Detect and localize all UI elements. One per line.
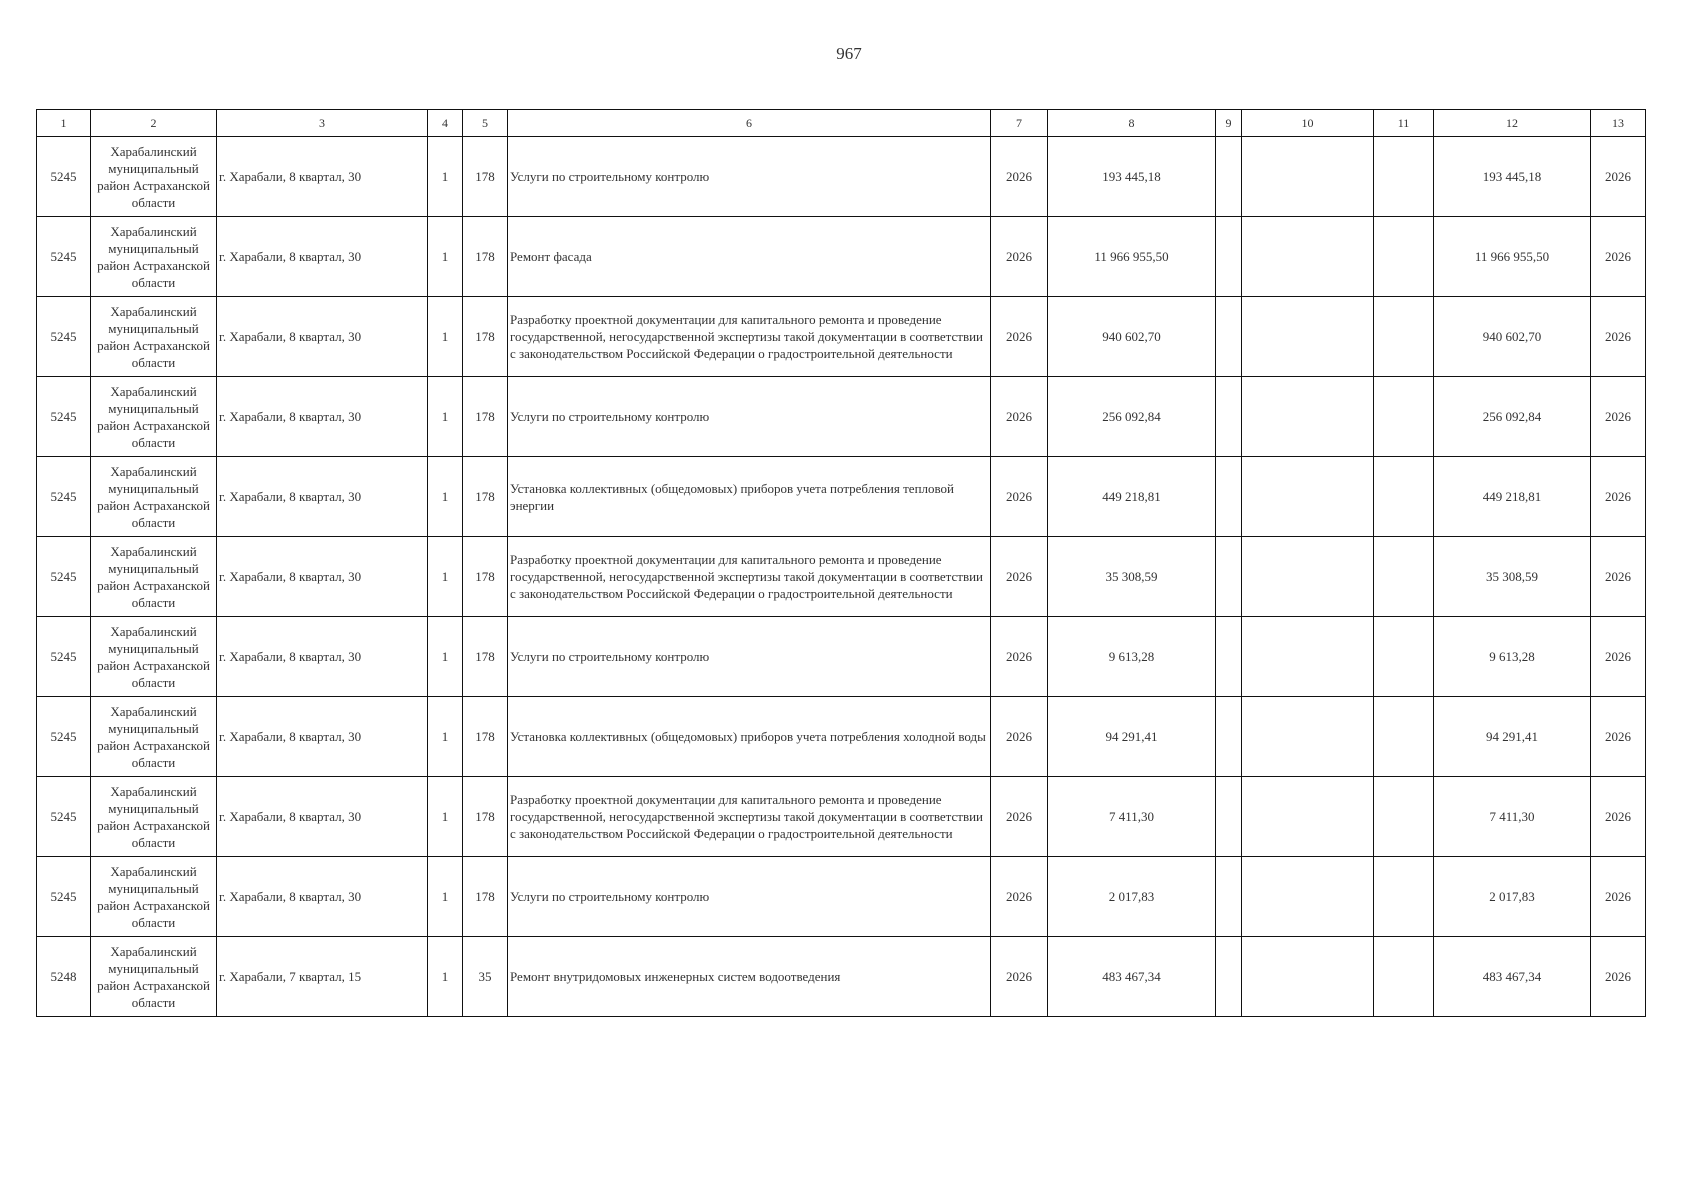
column-header: 6 — [508, 110, 991, 137]
cell-address: г. Харабали, 8 квартал, 30 — [217, 857, 428, 937]
cell-address: г. Харабали, 8 квартал, 30 — [217, 137, 428, 217]
cell-total-cost: 9 613,28 — [1048, 617, 1216, 697]
cell-col5: 178 — [463, 137, 508, 217]
cell-municipality: Харабалинский муниципальный район Астраханской области — [91, 777, 217, 857]
cell-work-description: Разработку проектной документации для капитального ремонта и проведение государственной, негосударственной экспертизы такой документации в соответствии с законодательством Российской Федерации о градостроительной деятельности — [508, 537, 991, 617]
column-header: 7 — [991, 110, 1048, 137]
cell-year: 2026 — [991, 697, 1048, 777]
cell-col5: 178 — [463, 537, 508, 617]
cell-municipality: Харабалинский муниципальный район Астраханской области — [91, 297, 217, 377]
cell-end-year: 2026 — [1591, 457, 1646, 537]
cell-municipality: Харабалинский муниципальный район Астраханской области — [91, 217, 217, 297]
cell-municipality: Харабалинский муниципальный район Астраханской области — [91, 857, 217, 937]
cell-municipality: Харабалинский муниципальный район Астраханской области — [91, 457, 217, 537]
cell-year: 2026 — [991, 617, 1048, 697]
cell-col11 — [1374, 537, 1434, 617]
cell-col11 — [1374, 777, 1434, 857]
cell-total-cost: 256 092,84 — [1048, 377, 1216, 457]
column-header: 1 — [37, 110, 91, 137]
cell-col9 — [1216, 377, 1242, 457]
cell-cost: 35 308,59 — [1434, 537, 1591, 617]
cell-end-year: 2026 — [1591, 937, 1646, 1017]
cell-cost: 256 092,84 — [1434, 377, 1591, 457]
cell-cost: 2 017,83 — [1434, 857, 1591, 937]
cell-end-year: 2026 — [1591, 297, 1646, 377]
cell-col4: 1 — [428, 297, 463, 377]
cell-municipality: Харабалинский муниципальный район Астраханской области — [91, 137, 217, 217]
cell-col9 — [1216, 217, 1242, 297]
cell-total-cost: 35 308,59 — [1048, 537, 1216, 617]
cell-municipality: Харабалинский муниципальный район Астраханской области — [91, 537, 217, 617]
cell-total-cost: 7 411,30 — [1048, 777, 1216, 857]
cell-end-year: 2026 — [1591, 137, 1646, 217]
cell-id: 5248 — [37, 937, 91, 1017]
cell-municipality: Харабалинский муниципальный район Астраханской области — [91, 697, 217, 777]
cell-col10 — [1242, 537, 1374, 617]
cell-col4: 1 — [428, 457, 463, 537]
cell-end-year: 2026 — [1591, 777, 1646, 857]
cell-total-cost: 2 017,83 — [1048, 857, 1216, 937]
cell-address: г. Харабали, 8 квартал, 30 — [217, 297, 428, 377]
cell-col4: 1 — [428, 377, 463, 457]
cell-work-description: Установка коллективных (общедомовых) приборов учета потребления тепловой энергии — [508, 457, 991, 537]
cell-work-description: Услуги по строительному контролю — [508, 857, 991, 937]
cell-col10 — [1242, 777, 1374, 857]
cell-col5: 178 — [463, 297, 508, 377]
cell-end-year: 2026 — [1591, 697, 1646, 777]
column-header: 10 — [1242, 110, 1374, 137]
cell-id: 5245 — [37, 537, 91, 617]
cell-cost: 449 218,81 — [1434, 457, 1591, 537]
cell-id: 5245 — [37, 857, 91, 937]
cell-col9 — [1216, 857, 1242, 937]
cell-col4: 1 — [428, 937, 463, 1017]
cell-col5: 178 — [463, 777, 508, 857]
cell-year: 2026 — [991, 857, 1048, 937]
cell-id: 5245 — [37, 697, 91, 777]
cell-address: г. Харабали, 8 квартал, 30 — [217, 697, 428, 777]
table-row — [37, 297, 1646, 377]
cell-id: 5245 — [37, 617, 91, 697]
cell-total-cost: 11 966 955,50 — [1048, 217, 1216, 297]
table-row — [37, 377, 1646, 457]
cell-col4: 1 — [428, 857, 463, 937]
cell-total-cost: 449 218,81 — [1048, 457, 1216, 537]
data-table — [36, 109, 1646, 1017]
cell-col4: 1 — [428, 777, 463, 857]
table-row — [37, 777, 1646, 857]
table-row — [37, 457, 1646, 537]
cell-cost: 9 613,28 — [1434, 617, 1591, 697]
cell-col10 — [1242, 217, 1374, 297]
cell-col10 — [1242, 297, 1374, 377]
cell-col5: 178 — [463, 857, 508, 937]
cell-end-year: 2026 — [1591, 217, 1646, 297]
cell-end-year: 2026 — [1591, 377, 1646, 457]
page-number: 967 — [836, 44, 862, 63]
cell-id: 5245 — [37, 137, 91, 217]
cell-work-description: Ремонт фасада — [508, 217, 991, 297]
table-row — [37, 217, 1646, 297]
cell-col11 — [1374, 297, 1434, 377]
cell-work-description: Услуги по строительному контролю — [508, 137, 991, 217]
cell-address: г. Харабали, 8 квартал, 30 — [217, 377, 428, 457]
column-header: 12 — [1434, 110, 1591, 137]
column-header: 13 — [1591, 110, 1646, 137]
cell-year: 2026 — [991, 377, 1048, 457]
cell-col10 — [1242, 137, 1374, 217]
cell-end-year: 2026 — [1591, 537, 1646, 617]
cell-address: г. Харабали, 8 квартал, 30 — [217, 457, 428, 537]
cell-work-description: Разработку проектной документации для капитального ремонта и проведение государственной, негосударственной экспертизы такой документации в соответствии с законодательством Российской Федерации о градостроительной деятельности — [508, 777, 991, 857]
cell-work-description: Услуги по строительному контролю — [508, 617, 991, 697]
cell-cost: 940 602,70 — [1434, 297, 1591, 377]
table-row — [37, 857, 1646, 937]
cell-work-description: Разработку проектной документации для капитального ремонта и проведение государственной, негосударственной экспертизы такой документации в соответствии с законодательством Российской Федерации о градостроительной деятельности — [508, 297, 991, 377]
cell-work-description: Ремонт внутридомовых инженерных систем водоотведения — [508, 937, 991, 1017]
cell-total-cost: 940 602,70 — [1048, 297, 1216, 377]
column-header: 4 — [428, 110, 463, 137]
cell-address: г. Харабали, 8 квартал, 30 — [217, 617, 428, 697]
cell-work-description: Услуги по строительному контролю — [508, 377, 991, 457]
cell-end-year: 2026 — [1591, 617, 1646, 697]
table-row — [37, 697, 1646, 777]
cell-col9 — [1216, 537, 1242, 617]
cell-work-description: Установка коллективных (общедомовых) приборов учета потребления холодной воды — [508, 697, 991, 777]
cell-col11 — [1374, 137, 1434, 217]
cell-col5: 178 — [463, 217, 508, 297]
cell-col11 — [1374, 617, 1434, 697]
cell-address: г. Харабали, 8 квартал, 30 — [217, 777, 428, 857]
table-row — [37, 937, 1646, 1017]
cell-year: 2026 — [991, 777, 1048, 857]
cell-col10 — [1242, 937, 1374, 1017]
cell-cost: 11 966 955,50 — [1434, 217, 1591, 297]
cell-col10 — [1242, 617, 1374, 697]
cell-col10 — [1242, 857, 1374, 937]
cell-col11 — [1374, 937, 1434, 1017]
cell-col11 — [1374, 857, 1434, 937]
cell-municipality: Харабалинский муниципальный район Астраханской области — [91, 937, 217, 1017]
cell-year: 2026 — [991, 217, 1048, 297]
cell-id: 5245 — [37, 377, 91, 457]
column-header: 9 — [1216, 110, 1242, 137]
cell-col5: 178 — [463, 697, 508, 777]
cell-municipality: Харабалинский муниципальный район Астраханской области — [91, 617, 217, 697]
cell-col4: 1 — [428, 537, 463, 617]
cell-total-cost: 193 445,18 — [1048, 137, 1216, 217]
cell-year: 2026 — [991, 537, 1048, 617]
cell-id: 5245 — [37, 777, 91, 857]
cell-id: 5245 — [37, 457, 91, 537]
cell-col11 — [1374, 217, 1434, 297]
cell-total-cost: 483 467,34 — [1048, 937, 1216, 1017]
cell-cost: 193 445,18 — [1434, 137, 1591, 217]
cell-total-cost: 94 291,41 — [1048, 697, 1216, 777]
cell-col9 — [1216, 777, 1242, 857]
cell-col10 — [1242, 377, 1374, 457]
cell-col4: 1 — [428, 137, 463, 217]
cell-col9 — [1216, 617, 1242, 697]
cell-col4: 1 — [428, 697, 463, 777]
table-header-row — [37, 110, 1646, 137]
table-row — [37, 137, 1646, 217]
cell-cost: 483 467,34 — [1434, 937, 1591, 1017]
cell-col9 — [1216, 137, 1242, 217]
cell-col10 — [1242, 697, 1374, 777]
cell-year: 2026 — [991, 457, 1048, 537]
cell-year: 2026 — [991, 297, 1048, 377]
cell-municipality: Харабалинский муниципальный район Астраханской области — [91, 377, 217, 457]
cell-end-year: 2026 — [1591, 857, 1646, 937]
cell-col11 — [1374, 697, 1434, 777]
column-header: 11 — [1374, 110, 1434, 137]
cell-col9 — [1216, 457, 1242, 537]
column-header: 2 — [91, 110, 217, 137]
cell-id: 5245 — [37, 217, 91, 297]
cell-year: 2026 — [991, 137, 1048, 217]
table-row — [37, 617, 1646, 697]
cell-col4: 1 — [428, 217, 463, 297]
cell-address: г. Харабали, 8 квартал, 30 — [217, 537, 428, 617]
cell-col5: 178 — [463, 377, 508, 457]
cell-id: 5245 — [37, 297, 91, 377]
column-header: 5 — [463, 110, 508, 137]
cell-col10 — [1242, 457, 1374, 537]
cell-cost: 94 291,41 — [1434, 697, 1591, 777]
cell-col9 — [1216, 937, 1242, 1017]
cell-col11 — [1374, 377, 1434, 457]
cell-col4: 1 — [428, 617, 463, 697]
cell-cost: 7 411,30 — [1434, 777, 1591, 857]
column-header: 3 — [217, 110, 428, 137]
cell-col5: 35 — [463, 937, 508, 1017]
table-row — [37, 537, 1646, 617]
cell-col9 — [1216, 297, 1242, 377]
cell-col9 — [1216, 697, 1242, 777]
cell-col5: 178 — [463, 617, 508, 697]
cell-year: 2026 — [991, 937, 1048, 1017]
cell-col5: 178 — [463, 457, 508, 537]
column-header: 8 — [1048, 110, 1216, 137]
cell-col11 — [1374, 457, 1434, 537]
cell-address: г. Харабали, 7 квартал, 15 — [217, 937, 428, 1017]
cell-address: г. Харабали, 8 квартал, 30 — [217, 217, 428, 297]
